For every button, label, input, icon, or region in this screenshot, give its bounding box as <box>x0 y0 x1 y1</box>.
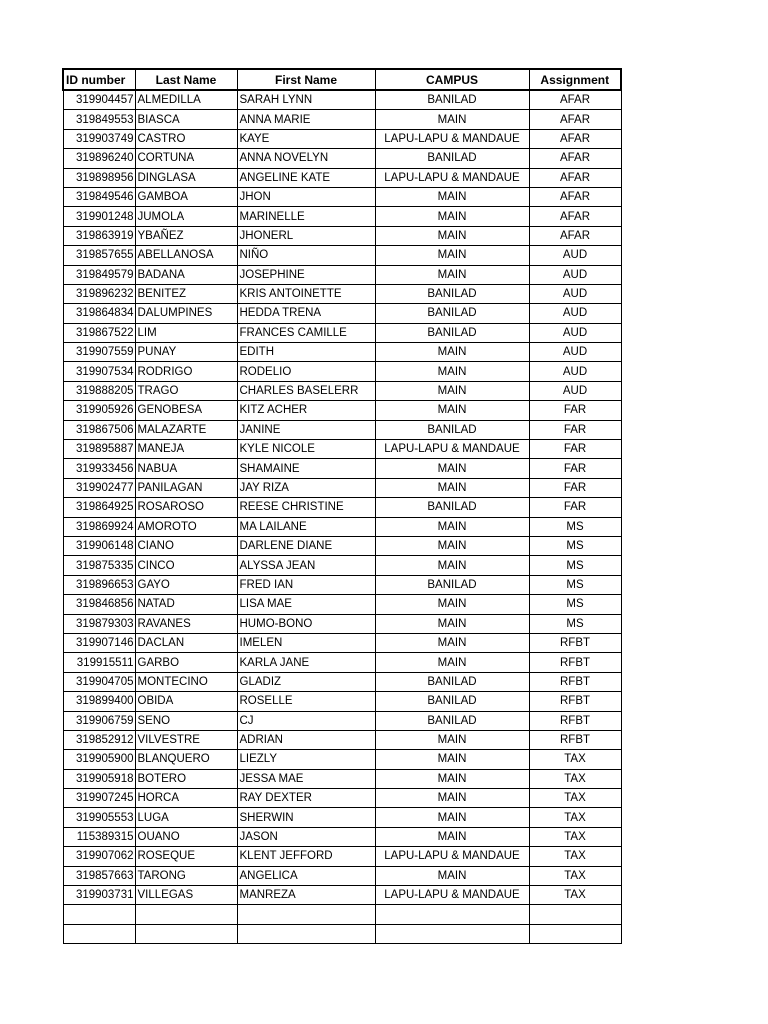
assignment-cell <box>529 905 621 924</box>
assignment-cell: AFAR <box>529 187 621 206</box>
table-row <box>63 847 621 866</box>
id-number-cell: 319899400 <box>63 692 135 711</box>
last-name-cell: GENOBESA <box>135 401 237 420</box>
spreadsheet <box>62 68 622 944</box>
first-name-cell: KRIS ANTOINETTE <box>237 284 375 303</box>
table-row <box>63 808 621 827</box>
last-name-cell: OBIDA <box>135 692 237 711</box>
first-name-cell: JHONERL <box>237 226 375 245</box>
last-name-cell <box>135 924 237 943</box>
assignment-cell: FAR <box>529 401 621 420</box>
first-name-cell: MARINELLE <box>237 207 375 226</box>
assignment-cell: FAR <box>529 478 621 497</box>
table-row <box>63 246 621 265</box>
table-row <box>63 633 621 652</box>
assignment-cell: RFBT <box>529 730 621 749</box>
campus-cell: MAIN <box>375 866 529 885</box>
campus-cell: MAIN <box>375 730 529 749</box>
table-row <box>63 789 621 808</box>
id-number-cell: 319875335 <box>63 556 135 575</box>
id-number-cell: 319905553 <box>63 808 135 827</box>
campus-cell: BANILAD <box>375 692 529 711</box>
last-name-cell: DINGLASA <box>135 168 237 187</box>
table-row <box>63 478 621 497</box>
first-name-cell <box>237 924 375 943</box>
id-number-cell: 319901248 <box>63 207 135 226</box>
assignment-cell: TAX <box>529 827 621 846</box>
campus-cell: MAIN <box>375 556 529 575</box>
table-row <box>63 284 621 303</box>
assignment-cell: AUD <box>529 304 621 323</box>
campus-cell: MAIN <box>375 536 529 555</box>
header-assignment: Assignment <box>529 69 621 90</box>
table-row <box>63 886 621 905</box>
assignment-cell: AUD <box>529 381 621 400</box>
assignment-cell: AUD <box>529 246 621 265</box>
campus-cell: MAIN <box>375 653 529 672</box>
campus-cell: MAIN <box>375 478 529 497</box>
table-row <box>63 905 621 924</box>
table-row <box>63 498 621 517</box>
id-number-cell: 319902477 <box>63 478 135 497</box>
last-name-cell: MALAZARTE <box>135 420 237 439</box>
header-id-number: ID number <box>63 69 135 90</box>
assignment-cell: AFAR <box>529 226 621 245</box>
campus-cell: LAPU-LAPU & MANDAUE <box>375 440 529 459</box>
first-name-cell <box>237 905 375 924</box>
id-number-cell: 319898956 <box>63 168 135 187</box>
campus-cell: MAIN <box>375 789 529 808</box>
last-name-cell: VILVESTRE <box>135 730 237 749</box>
first-name-cell: KLENT JEFFORD <box>237 847 375 866</box>
table-row <box>63 265 621 284</box>
first-name-cell: HUMO-BONO <box>237 614 375 633</box>
id-number-cell: 319915511 <box>63 653 135 672</box>
id-number-cell: 319896232 <box>63 284 135 303</box>
assignment-cell: TAX <box>529 847 621 866</box>
campus-cell: MAIN <box>375 808 529 827</box>
last-name-cell: HORCA <box>135 789 237 808</box>
last-name-cell: RODRIGO <box>135 362 237 381</box>
first-name-cell: EDITH <box>237 343 375 362</box>
first-name-cell: KITZ ACHER <box>237 401 375 420</box>
first-name-cell: SHERWIN <box>237 808 375 827</box>
first-name-cell: JAY RIZA <box>237 478 375 497</box>
campus-cell: LAPU-LAPU & MANDAUE <box>375 168 529 187</box>
assignment-cell: RFBT <box>529 653 621 672</box>
table-row <box>63 672 621 691</box>
id-number-cell: 319896240 <box>63 149 135 168</box>
table-row <box>63 226 621 245</box>
campus-cell: MAIN <box>375 226 529 245</box>
first-name-cell: ALYSSA JEAN <box>237 556 375 575</box>
assignment-cell: AFAR <box>529 207 621 226</box>
id-number-cell: 319867506 <box>63 420 135 439</box>
assignment-table <box>62 68 622 944</box>
first-name-cell: MA LAILANE <box>237 517 375 536</box>
table-row <box>63 420 621 439</box>
table-row <box>63 110 621 129</box>
id-number-cell: 319933456 <box>63 459 135 478</box>
last-name-cell: MONTECINO <box>135 672 237 691</box>
campus-cell: MAIN <box>375 187 529 206</box>
first-name-cell: RAY DEXTER <box>237 789 375 808</box>
id-number-cell: 319904457 <box>63 90 135 110</box>
last-name-cell: ROSAROSO <box>135 498 237 517</box>
assignment-cell: MS <box>529 556 621 575</box>
campus-cell <box>375 924 529 943</box>
id-number-cell: 319907559 <box>63 343 135 362</box>
id-number-cell: 319896653 <box>63 575 135 594</box>
assignment-cell: RFBT <box>529 633 621 652</box>
id-number-cell: 319903749 <box>63 129 135 148</box>
assignment-cell: FAR <box>529 459 621 478</box>
last-name-cell: CORTUNA <box>135 149 237 168</box>
table-row <box>63 90 621 110</box>
assignment-cell: AFAR <box>529 90 621 110</box>
first-name-cell: JANINE <box>237 420 375 439</box>
campus-cell: MAIN <box>375 633 529 652</box>
last-name-cell: PANILAGAN <box>135 478 237 497</box>
campus-cell: MAIN <box>375 343 529 362</box>
campus-cell: MAIN <box>375 769 529 788</box>
last-name-cell: JUMOLA <box>135 207 237 226</box>
campus-cell: MAIN <box>375 401 529 420</box>
campus-cell: BANILAD <box>375 575 529 594</box>
id-number-cell: 319907146 <box>63 633 135 652</box>
campus-cell: MAIN <box>375 827 529 846</box>
first-name-cell: KAYE <box>237 129 375 148</box>
id-number-cell: 319846856 <box>63 595 135 614</box>
assignment-cell: MS <box>529 536 621 555</box>
assignment-cell: TAX <box>529 808 621 827</box>
campus-cell: BANILAD <box>375 672 529 691</box>
id-number-cell: 319879303 <box>63 614 135 633</box>
campus-cell: MAIN <box>375 517 529 536</box>
last-name-cell: BOTERO <box>135 769 237 788</box>
first-name-cell: SHAMAINE <box>237 459 375 478</box>
table-row <box>63 149 621 168</box>
id-number-cell: 319867522 <box>63 323 135 342</box>
table-row <box>63 595 621 614</box>
campus-cell: MAIN <box>375 246 529 265</box>
assignment-cell: TAX <box>529 866 621 885</box>
table-row <box>63 536 621 555</box>
first-name-cell: JOSEPHINE <box>237 265 375 284</box>
last-name-cell: TARONG <box>135 866 237 885</box>
last-name-cell: BLANQUERO <box>135 750 237 769</box>
table-row <box>63 653 621 672</box>
assignment-cell: AFAR <box>529 129 621 148</box>
table-row <box>63 827 621 846</box>
first-name-cell: KYLE NICOLE <box>237 440 375 459</box>
last-name-cell: LIM <box>135 323 237 342</box>
assignment-cell: AFAR <box>529 168 621 187</box>
campus-cell: MAIN <box>375 459 529 478</box>
assignment-cell: RFBT <box>529 672 621 691</box>
first-name-cell: CJ <box>237 711 375 730</box>
assignment-cell: AUD <box>529 265 621 284</box>
assignment-cell: RFBT <box>529 692 621 711</box>
table-row <box>63 711 621 730</box>
header-first-name: First Name <box>237 69 375 90</box>
id-number-cell: 319849579 <box>63 265 135 284</box>
assignment-cell: AUD <box>529 323 621 342</box>
assignment-cell: MS <box>529 517 621 536</box>
last-name-cell: GAMBOA <box>135 187 237 206</box>
last-name-cell: VILLEGAS <box>135 886 237 905</box>
first-name-cell: JHON <box>237 187 375 206</box>
assignment-cell: RFBT <box>529 711 621 730</box>
first-name-cell: HEDDA TRENA <box>237 304 375 323</box>
id-number-cell: 115389315 <box>63 827 135 846</box>
last-name-cell: OUANO <box>135 827 237 846</box>
last-name-cell: ALMEDILLA <box>135 90 237 110</box>
assignment-cell: AUD <box>529 362 621 381</box>
id-number-cell: 319907062 <box>63 847 135 866</box>
campus-cell: MAIN <box>375 381 529 400</box>
table-row <box>63 730 621 749</box>
id-number-cell: 319906148 <box>63 536 135 555</box>
first-name-cell: LIEZLY <box>237 750 375 769</box>
id-number-cell: 319906759 <box>63 711 135 730</box>
id-number-cell: 319888205 <box>63 381 135 400</box>
id-number-cell: 319863919 <box>63 226 135 245</box>
campus-cell: MAIN <box>375 207 529 226</box>
assignment-cell: MS <box>529 595 621 614</box>
first-name-cell: LISA MAE <box>237 595 375 614</box>
last-name-cell <box>135 905 237 924</box>
last-name-cell: DACLAN <box>135 633 237 652</box>
assignment-cell: FAR <box>529 420 621 439</box>
id-number-cell: 319903731 <box>63 886 135 905</box>
id-number-cell: 319857655 <box>63 246 135 265</box>
table-row <box>63 692 621 711</box>
table-row <box>63 129 621 148</box>
campus-cell: MAIN <box>375 750 529 769</box>
table-row <box>63 323 621 342</box>
table-row <box>63 924 621 943</box>
first-name-cell: ADRIAN <box>237 730 375 749</box>
first-name-cell: JESSA MAE <box>237 769 375 788</box>
id-number-cell <box>63 924 135 943</box>
assignment-cell: AFAR <box>529 110 621 129</box>
assignment-cell: TAX <box>529 750 621 769</box>
last-name-cell: RAVANES <box>135 614 237 633</box>
first-name-cell: ANNA NOVELYN <box>237 149 375 168</box>
table-row <box>63 459 621 478</box>
table-row <box>63 769 621 788</box>
last-name-cell: PUNAY <box>135 343 237 362</box>
first-name-cell: RODELIO <box>237 362 375 381</box>
assignment-cell: MS <box>529 614 621 633</box>
first-name-cell: IMELEN <box>237 633 375 652</box>
campus-cell: BANILAD <box>375 323 529 342</box>
assignment-cell: TAX <box>529 789 621 808</box>
last-name-cell: ROSEQUE <box>135 847 237 866</box>
assignment-cell: FAR <box>529 498 621 517</box>
first-name-cell: DARLENE DIANE <box>237 536 375 555</box>
last-name-cell: CINCO <box>135 556 237 575</box>
first-name-cell: CHARLES BASELERR <box>237 381 375 400</box>
id-number-cell: 319905900 <box>63 750 135 769</box>
campus-cell: MAIN <box>375 595 529 614</box>
table-row <box>63 207 621 226</box>
first-name-cell: ROSELLE <box>237 692 375 711</box>
campus-cell: MAIN <box>375 265 529 284</box>
campus-cell: MAIN <box>375 614 529 633</box>
first-name-cell: MANREZA <box>237 886 375 905</box>
campus-cell: BANILAD <box>375 149 529 168</box>
campus-cell <box>375 905 529 924</box>
last-name-cell: CIANO <box>135 536 237 555</box>
table-row <box>63 556 621 575</box>
last-name-cell: BIASCA <box>135 110 237 129</box>
table-row <box>63 517 621 536</box>
assignment-cell: AFAR <box>529 149 621 168</box>
id-number-cell: 319907245 <box>63 789 135 808</box>
last-name-cell: GAYO <box>135 575 237 594</box>
id-number-cell: 319904705 <box>63 672 135 691</box>
table-row <box>63 614 621 633</box>
last-name-cell: BADANA <box>135 265 237 284</box>
last-name-cell: MANEJA <box>135 440 237 459</box>
table-row <box>63 343 621 362</box>
campus-cell: LAPU-LAPU & MANDAUE <box>375 847 529 866</box>
id-number-cell: 319852912 <box>63 730 135 749</box>
campus-cell: MAIN <box>375 110 529 129</box>
table-row <box>63 304 621 323</box>
table-row <box>63 381 621 400</box>
table-row <box>63 187 621 206</box>
assignment-cell: TAX <box>529 886 621 905</box>
last-name-cell: NATAD <box>135 595 237 614</box>
campus-cell: BANILAD <box>375 284 529 303</box>
table-row <box>63 440 621 459</box>
last-name-cell: ABELLANOSA <box>135 246 237 265</box>
campus-cell: BANILAD <box>375 498 529 517</box>
table-row <box>63 401 621 420</box>
table-row <box>63 575 621 594</box>
id-number-cell: 319849553 <box>63 110 135 129</box>
campus-cell: BANILAD <box>375 711 529 730</box>
last-name-cell: GARBO <box>135 653 237 672</box>
first-name-cell: ANGELICA <box>237 866 375 885</box>
id-number-cell: 319849546 <box>63 187 135 206</box>
header-campus: CAMPUS <box>375 69 529 90</box>
last-name-cell: TRAGO <box>135 381 237 400</box>
id-number-cell: 319869924 <box>63 517 135 536</box>
campus-cell: LAPU-LAPU & MANDAUE <box>375 129 529 148</box>
last-name-cell: DALUMPINES <box>135 304 237 323</box>
first-name-cell: KARLA JANE <box>237 653 375 672</box>
campus-cell: BANILAD <box>375 420 529 439</box>
id-number-cell: 319857663 <box>63 866 135 885</box>
first-name-cell: JASON <box>237 827 375 846</box>
first-name-cell: GLADIZ <box>237 672 375 691</box>
campus-cell: LAPU-LAPU & MANDAUE <box>375 886 529 905</box>
first-name-cell: REESE CHRISTINE <box>237 498 375 517</box>
first-name-cell: SARAH LYNN <box>237 90 375 110</box>
table-row <box>63 866 621 885</box>
header-last-name: Last Name <box>135 69 237 90</box>
header-row <box>63 69 621 90</box>
last-name-cell: NABUA <box>135 459 237 478</box>
id-number-cell: 319905918 <box>63 769 135 788</box>
assignment-cell: TAX <box>529 769 621 788</box>
last-name-cell: LUGA <box>135 808 237 827</box>
assignment-cell <box>529 924 621 943</box>
last-name-cell: AMOROTO <box>135 517 237 536</box>
last-name-cell: SENO <box>135 711 237 730</box>
id-number-cell: 319864925 <box>63 498 135 517</box>
campus-cell: BANILAD <box>375 304 529 323</box>
first-name-cell: ANNA MARIE <box>237 110 375 129</box>
first-name-cell: FRED IAN <box>237 575 375 594</box>
assignment-cell: MS <box>529 575 621 594</box>
assignment-cell: FAR <box>529 440 621 459</box>
id-number-cell: 319864834 <box>63 304 135 323</box>
first-name-cell: FRANCES CAMILLE <box>237 323 375 342</box>
assignment-cell: AUD <box>529 284 621 303</box>
assignment-cell: AUD <box>529 343 621 362</box>
table-row <box>63 750 621 769</box>
id-number-cell: 319895887 <box>63 440 135 459</box>
id-number-cell <box>63 905 135 924</box>
campus-cell: BANILAD <box>375 90 529 110</box>
last-name-cell: BENITEZ <box>135 284 237 303</box>
table-row <box>63 362 621 381</box>
last-name-cell: YBAÑEZ <box>135 226 237 245</box>
campus-cell: MAIN <box>375 362 529 381</box>
id-number-cell: 319905926 <box>63 401 135 420</box>
table-row <box>63 168 621 187</box>
first-name-cell: NIÑO <box>237 246 375 265</box>
table-body <box>63 90 621 944</box>
id-number-cell: 319907534 <box>63 362 135 381</box>
first-name-cell: ANGELINE KATE <box>237 168 375 187</box>
last-name-cell: CASTRO <box>135 129 237 148</box>
